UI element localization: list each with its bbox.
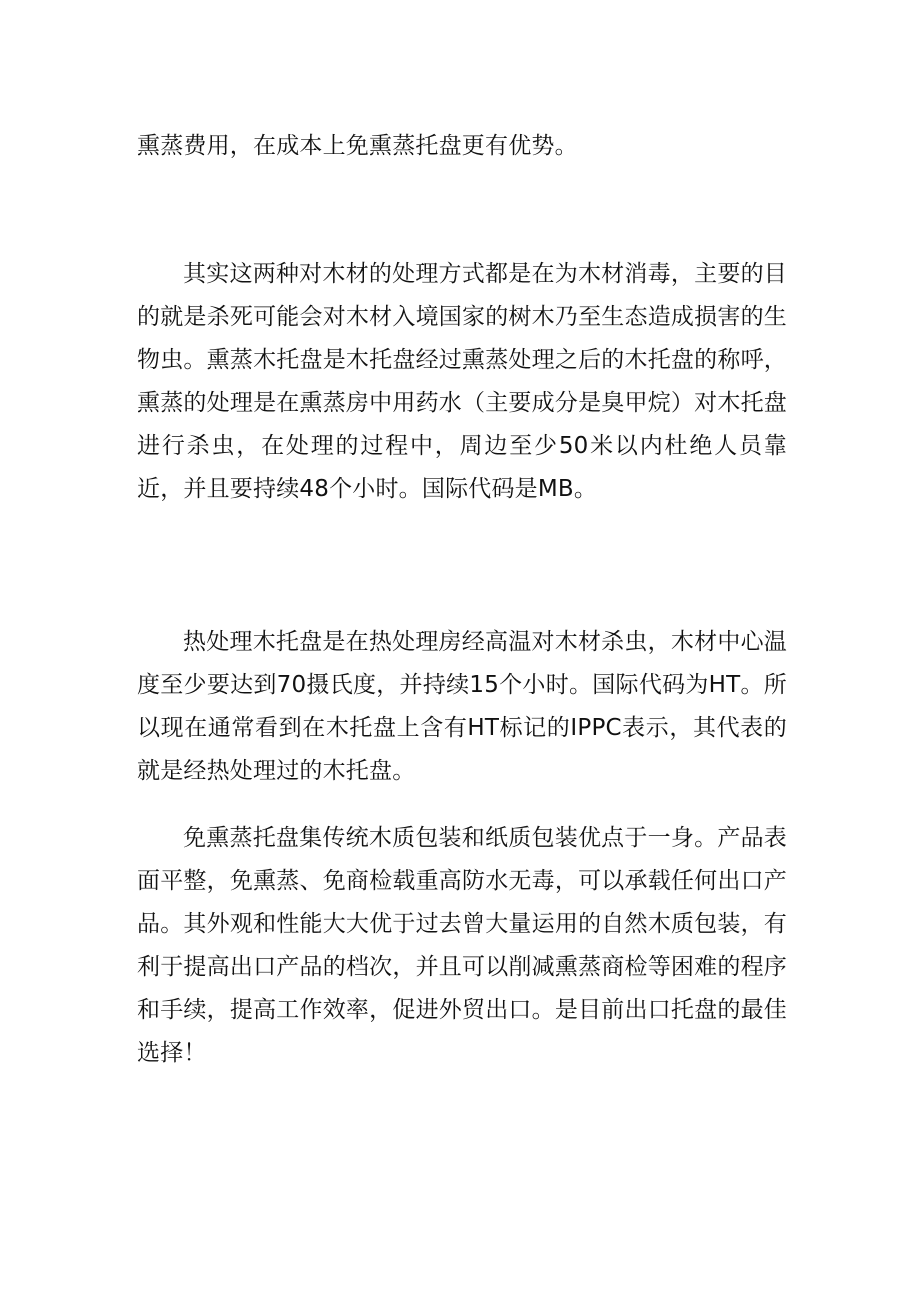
paragraph-continuation: 熏蒸费用，在成本上免熏蒸托盘更有优势。 (137, 133, 578, 159)
paragraph-fumigation-free: 免熏蒸托盘集传统木质包装和纸质包装优点于一身。产品表面平整，免熏蒸、免商检载重高防水无毒，可以承载任何出口产品。其外观和性能大大优于过去曾大量运用的自然木质包装，有利于提高出口产品的档次，并且可以削减熏蒸商检等困难的程序和手续，提高工作效率，促进外贸出口。是目前出口托盘的最佳选择！ (137, 825, 787, 1066)
paragraph-fumigation: 其实这两种对木材的处理方式都是在为木材消毒，主要的目的就是杀死可能会对木材入境国家的树木乃至生态造成损害的生物虫。熏蒸木托盘是木托盘经过熏蒸处理之后的木托盘的称呼，熏蒸的处理是在熏蒸房中用药水（主要成分是臭甲烷）对木托盘进行杀虫，在处理的过程中，周边至少50米以内杜绝人员靠近，并且要持续48个小时。国际代码是MB。 (137, 261, 787, 502)
paragraph-heat-treatment: 热处理木托盘是在热处理房经高温对木材杀虫，木材中心温度至少要达到70摄氏度，并持续15个小时。国际代码为HT。所以现在通常看到在木托盘上含有HT标记的IPPC表示，其代表的就是经热处理过的木托盘。 (137, 629, 787, 784)
